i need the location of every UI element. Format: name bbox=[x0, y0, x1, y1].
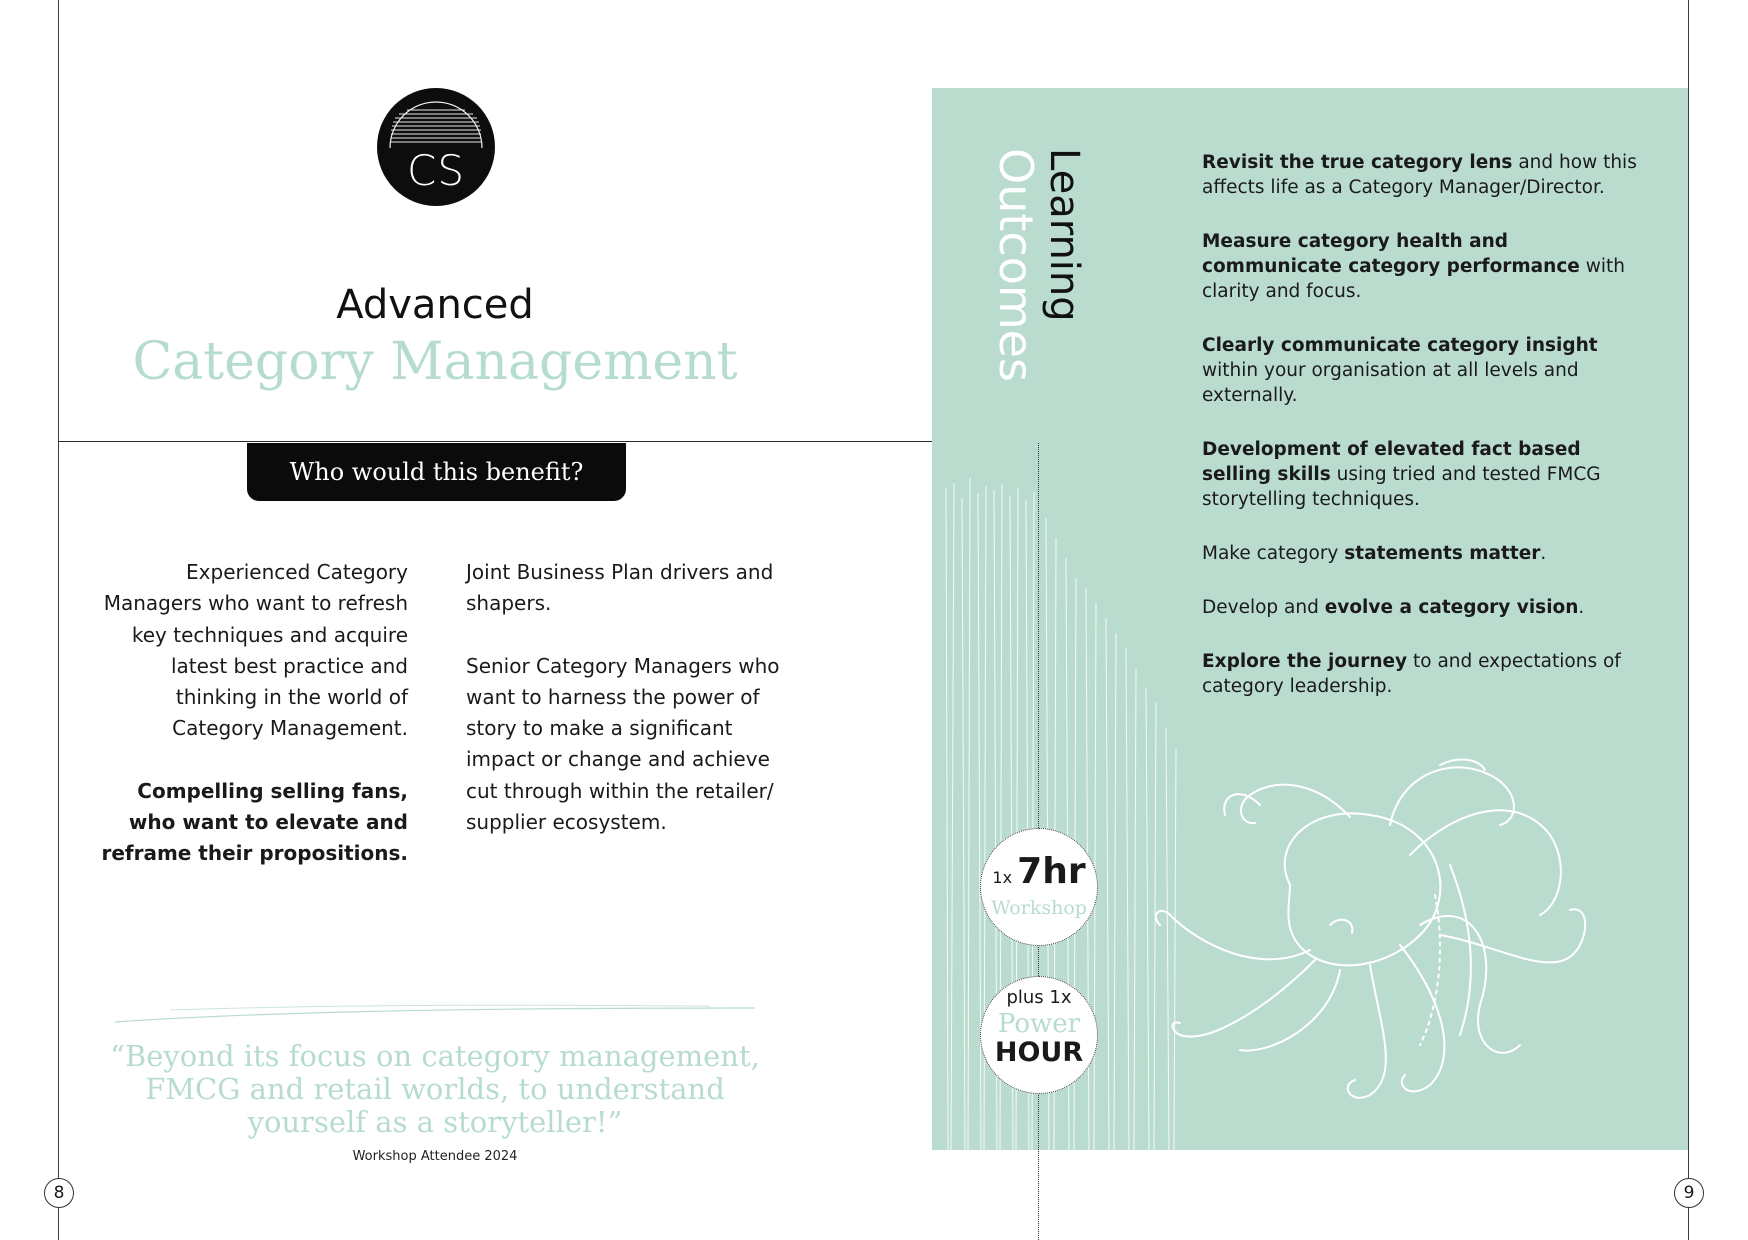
left-page-edge bbox=[58, 0, 59, 1240]
outcome-item: Development of elevated fact based selling skills using tried and tested FMCG storytelling techniques. bbox=[1202, 439, 1601, 510]
benefit-right-paragraph: Joint Business Plan drivers and shapers. bbox=[466, 560, 774, 616]
logo-text: CS bbox=[407, 146, 465, 195]
octopus-icon bbox=[1140, 745, 1640, 1115]
workshop-badge bbox=[980, 828, 1098, 946]
outcome-item: Explore the journey to and expectations of category leadership. bbox=[1202, 651, 1621, 697]
hour-label: HOUR bbox=[994, 1037, 1084, 1068]
power-prefix: plus 1x bbox=[1006, 987, 1072, 1008]
heading-learning: Learning bbox=[1041, 148, 1087, 322]
benefit-left-column bbox=[100, 557, 408, 901]
benefit-left-paragraph: Compelling selling fans, who want to elevate and reframe their propositions. bbox=[101, 778, 408, 866]
outcome-item: Make category statements matter. bbox=[1202, 543, 1547, 564]
benefit-right-paragraph: Senior Category Managers who want to harness the power of story to make a significant impact or change and achieve cut through within the retailer/ supplier ecosystem. bbox=[466, 653, 780, 835]
workshop-label: Workshop bbox=[991, 897, 1087, 919]
outcome-item: Develop and evolve a category vision. bbox=[1202, 597, 1585, 618]
testimonial-attribution: Workshop Attendee 2024 bbox=[352, 1149, 518, 1164]
power-label: Power bbox=[997, 1009, 1081, 1039]
title-advanced: Advanced bbox=[336, 282, 534, 328]
cs-logo bbox=[377, 88, 495, 206]
page-number-left: 8 bbox=[44, 1178, 74, 1208]
quote-divider-scribble bbox=[110, 996, 760, 1026]
outcome-item: Revisit the true category lens and how this affects life as a Category Manager/Director. bbox=[1202, 152, 1637, 198]
workshop-prefix: 1x bbox=[992, 868, 1013, 887]
heading-outcomes: Outcomes bbox=[989, 148, 1043, 382]
testimonial-quote: “Beyond its focus on category management, FMCG and retail worlds, to understand yourself as a storyteller!” bbox=[110, 1039, 760, 1139]
learning-outcomes-list bbox=[1202, 150, 1642, 728]
benefit-left-paragraph: Experienced Category Managers who want to refresh key techniques and acquire latest best practice and thinking in the world of Category Management. bbox=[103, 560, 408, 741]
workshop-hours: 7hr bbox=[1017, 851, 1086, 892]
outcome-item: Measure category health and communicate category performance with clarity and focus. bbox=[1202, 231, 1625, 302]
outcome-item: Clearly communicate category insight within your organisation at all levels and externally. bbox=[1202, 335, 1598, 406]
benefit-heading: Who would this benefit? bbox=[247, 443, 626, 501]
title-category-management: Category Management bbox=[132, 332, 738, 392]
benefit-right-column bbox=[466, 557, 786, 869]
page-number-right: 9 bbox=[1674, 1178, 1704, 1208]
learning-outcomes-heading bbox=[985, 148, 1095, 388]
power-hour-badge bbox=[980, 976, 1098, 1094]
right-page-edge bbox=[1688, 0, 1689, 1240]
